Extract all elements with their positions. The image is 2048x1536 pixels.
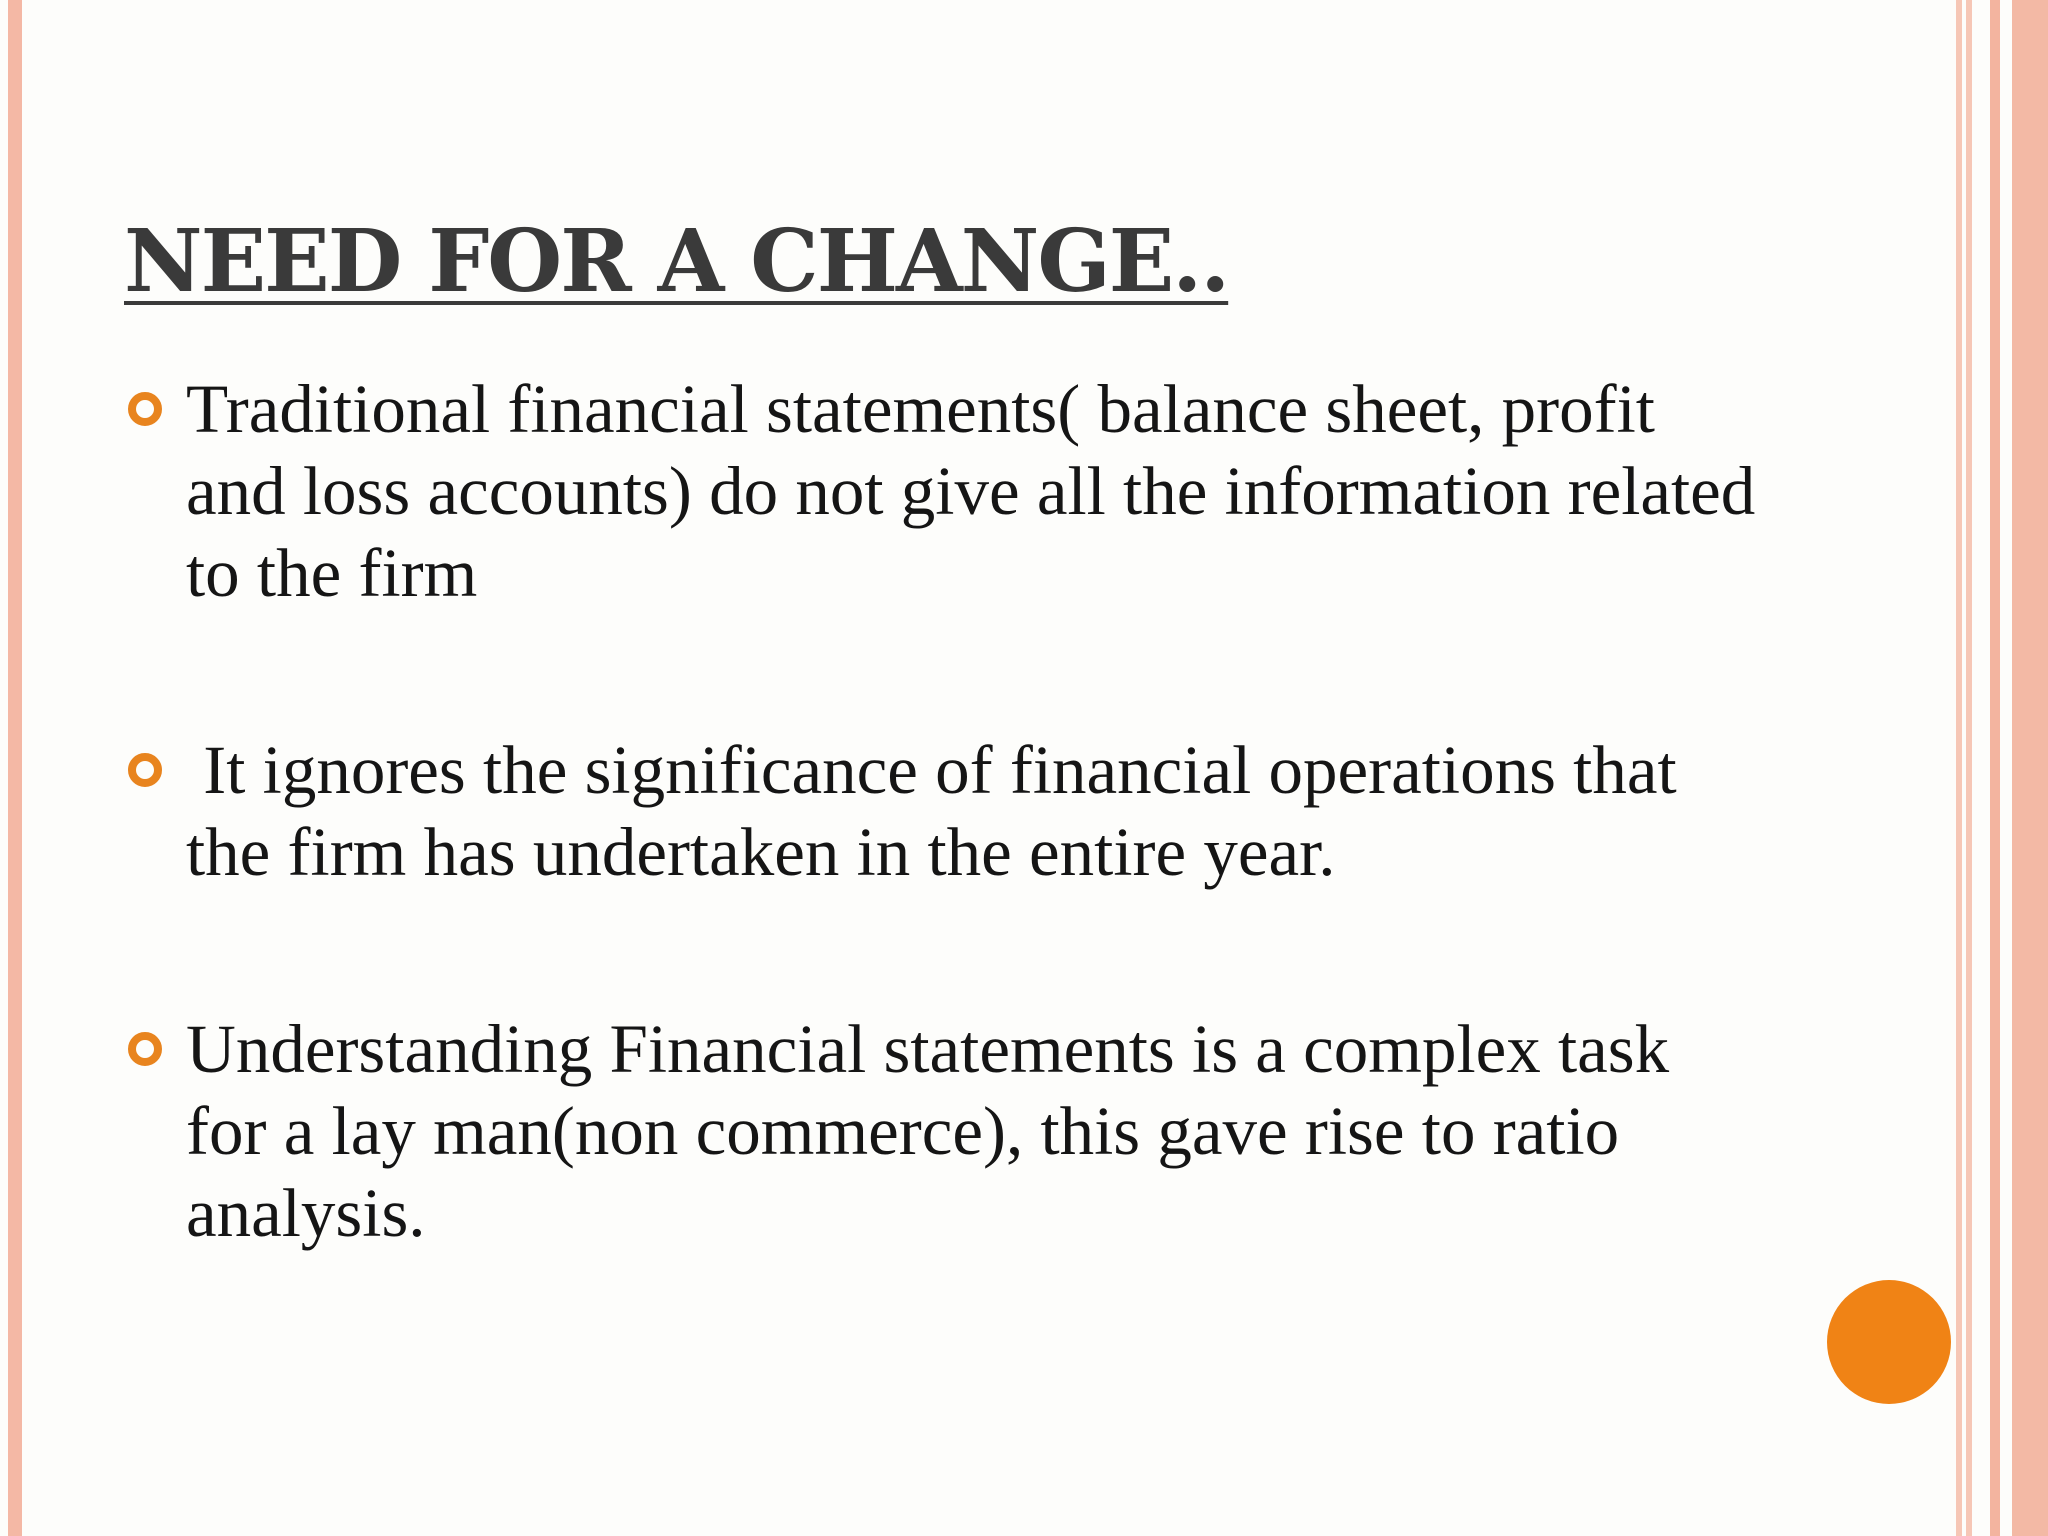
bullet-item — [124, 368, 1764, 614]
bullet-item — [124, 729, 1764, 893]
right-border-stripe-4 — [2012, 0, 2048, 1536]
hollow-circle-bullet-icon — [128, 1032, 162, 1066]
decorative-circle — [1827, 1280, 1951, 1404]
right-border-stripe-2 — [1966, 0, 1972, 1536]
hollow-circle-bullet-icon — [128, 392, 162, 426]
right-border-stripe-3 — [1990, 0, 2000, 1536]
bullet-item — [124, 1008, 1764, 1254]
left-border-stripe — [8, 0, 22, 1536]
right-border-stripe-1 — [1956, 0, 1962, 1536]
bullet-text: Understanding Financial statements is a complex task for a lay man(non commerce), this gave rise to ratio analysis. — [186, 1011, 1670, 1251]
bullet-text: Traditional financial statements( balance sheet, profit and loss accounts) do not give all the information related to the firm — [186, 371, 1756, 611]
bullet-list — [124, 368, 1764, 1254]
bullet-text: It ignores the significance of financial operations that the firm has undertaken in the entire year. — [186, 732, 1694, 890]
hollow-circle-bullet-icon — [128, 753, 162, 787]
slide-title: NEED FOR A CHANGE.. — [124, 211, 1229, 312]
